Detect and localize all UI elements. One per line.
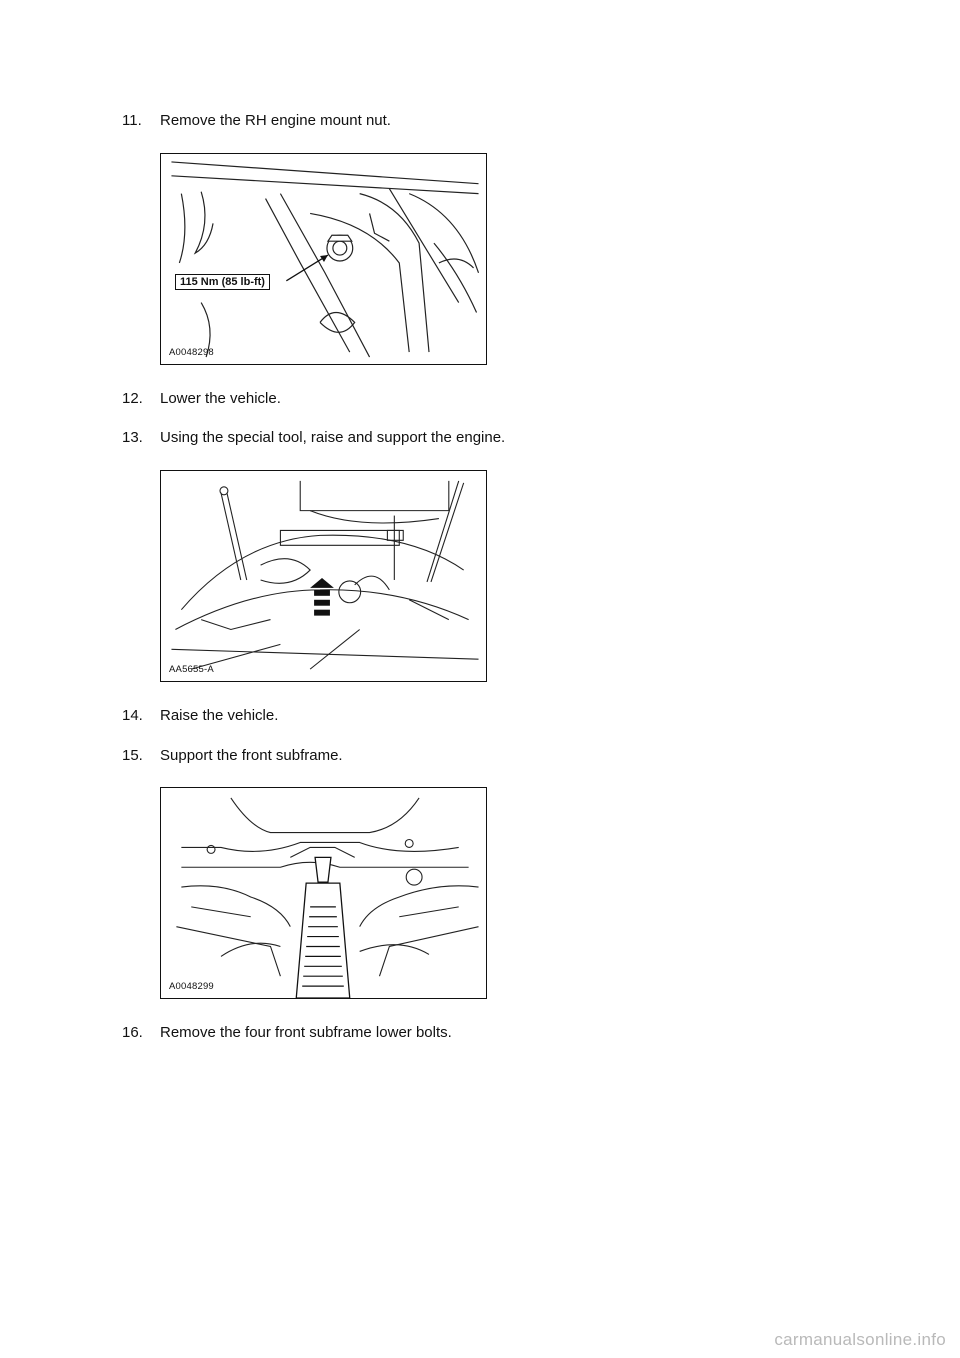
torque-callout: 115 Nm (85 lb-ft) [175,274,270,290]
figure-id: A0048298 [169,347,214,358]
step-11 [122,112,391,130]
step-13 [122,429,505,447]
step-number: 16. [122,1024,143,1041]
step-text: Using the special tool, raise and support the engine. [160,429,506,446]
step-number: 14. [122,707,143,724]
engine-support-illustration [161,471,486,681]
step-15 [122,747,343,765]
figure-id: A0048299 [169,981,214,992]
step-text: Remove the four front subframe lower bolts. [160,1024,452,1041]
step-16 [122,1024,452,1042]
watermark: carmanualsonline.info [774,1330,946,1349]
step-number: 13. [122,429,143,446]
step-12 [122,390,281,408]
figure-id: AA5655-A [169,664,214,675]
figure-engine-support [160,470,487,682]
step-text: Support the front subframe. [160,747,343,764]
step-text: Remove the RH engine mount nut. [160,112,391,129]
subframe-support-illustration [161,788,486,998]
figure-engine-mount [160,153,487,365]
step-number: 15. [122,747,143,764]
step-number: 11. [122,112,142,129]
step-text: Lower the vehicle. [160,390,281,407]
step-number: 12. [122,390,143,407]
step-14 [122,707,278,725]
step-text: Raise the vehicle. [160,707,279,724]
engine-mount-illustration [161,154,486,364]
figure-subframe-support [160,787,487,999]
